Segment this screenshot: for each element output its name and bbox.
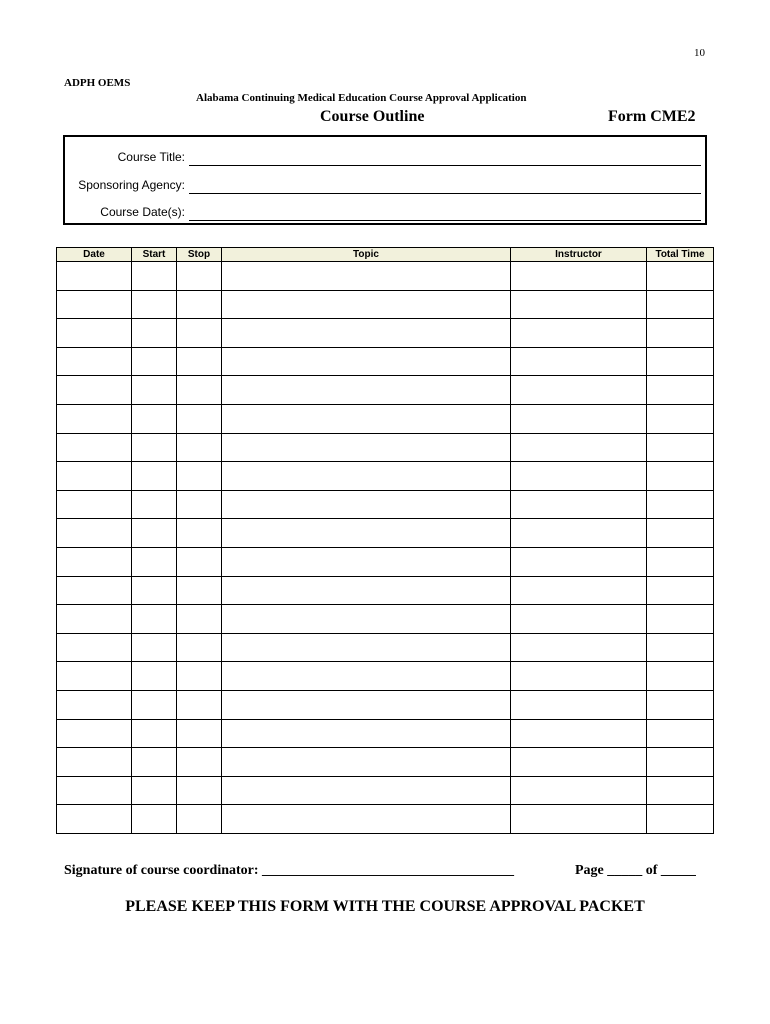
cell-topic[interactable]: [222, 404, 511, 433]
cell-total-time[interactable]: [647, 262, 714, 291]
cell-stop[interactable]: [177, 433, 222, 462]
cell-start[interactable]: [132, 519, 177, 548]
cell-stop[interactable]: [177, 404, 222, 433]
column-header-total-time: Total Time: [647, 248, 714, 262]
table-row: [57, 404, 714, 433]
cell-date[interactable]: [57, 547, 132, 576]
cell-date[interactable]: [57, 748, 132, 777]
cell-stop[interactable]: [177, 490, 222, 519]
cell-date[interactable]: [57, 347, 132, 376]
cell-total-time[interactable]: [647, 547, 714, 576]
cell-instructor[interactable]: [511, 404, 647, 433]
cell-stop[interactable]: [177, 748, 222, 777]
cell-stop[interactable]: [177, 805, 222, 834]
cell-instructor[interactable]: [511, 433, 647, 462]
cell-total-time[interactable]: [647, 719, 714, 748]
table-row: [57, 262, 714, 291]
cell-total-time[interactable]: [647, 404, 714, 433]
cell-date[interactable]: [57, 633, 132, 662]
table-row: [57, 690, 714, 719]
cell-stop[interactable]: [177, 262, 222, 291]
cell-instructor[interactable]: [511, 605, 647, 634]
course-title-label: Course Title:: [117, 150, 185, 164]
cell-topic[interactable]: [222, 633, 511, 662]
cell-date[interactable]: [57, 719, 132, 748]
cell-total-time[interactable]: [647, 576, 714, 605]
cell-stop[interactable]: [177, 576, 222, 605]
table-row: [57, 376, 714, 405]
cell-topic[interactable]: [222, 433, 511, 462]
cell-total-time[interactable]: [647, 748, 714, 777]
cell-stop[interactable]: [177, 290, 222, 319]
cell-stop[interactable]: [177, 347, 222, 376]
cell-total-time[interactable]: [647, 433, 714, 462]
cell-date[interactable]: [57, 690, 132, 719]
cell-instructor[interactable]: [511, 547, 647, 576]
cell-date[interactable]: [57, 290, 132, 319]
cell-total-time[interactable]: [647, 633, 714, 662]
cell-topic[interactable]: [222, 605, 511, 634]
cell-topic[interactable]: [222, 490, 511, 519]
cell-topic[interactable]: [222, 805, 511, 834]
table-row: [57, 347, 714, 376]
form-id: Form CME2: [608, 108, 696, 125]
cell-instructor[interactable]: [511, 633, 647, 662]
cell-total-time[interactable]: [647, 490, 714, 519]
cell-topic[interactable]: [222, 719, 511, 748]
cell-instructor[interactable]: [511, 347, 647, 376]
form-subtitle: Alabama Continuing Medical Education Course Approval Application: [196, 92, 527, 104]
page-number: 10: [694, 47, 705, 59]
cell-total-time[interactable]: [647, 519, 714, 548]
cell-topic[interactable]: [222, 262, 511, 291]
cell-start[interactable]: [132, 462, 177, 491]
table-body: [57, 262, 714, 834]
column-header-topic: Topic: [222, 248, 511, 262]
page-count-line[interactable]: Page _____ of _____: [575, 863, 696, 878]
cell-start[interactable]: [132, 404, 177, 433]
table-row: [57, 662, 714, 691]
cell-topic[interactable]: [222, 290, 511, 319]
table-row: [57, 319, 714, 348]
course-dates-field[interactable]: [189, 220, 701, 221]
cell-instructor[interactable]: [511, 290, 647, 319]
sponsoring-agency-field[interactable]: [189, 193, 701, 194]
cell-stop[interactable]: [177, 605, 222, 634]
cell-topic[interactable]: [222, 347, 511, 376]
cell-date[interactable]: [57, 490, 132, 519]
cell-instructor[interactable]: [511, 719, 647, 748]
cell-topic[interactable]: [222, 519, 511, 548]
table-row: [57, 462, 714, 491]
cell-instructor[interactable]: [511, 576, 647, 605]
cell-topic[interactable]: [222, 690, 511, 719]
table-row: [57, 633, 714, 662]
cell-start[interactable]: [132, 805, 177, 834]
cell-total-time[interactable]: [647, 805, 714, 834]
cell-instructor[interactable]: [511, 262, 647, 291]
cell-start[interactable]: [132, 605, 177, 634]
cell-instructor[interactable]: [511, 462, 647, 491]
cell-start[interactable]: [132, 776, 177, 805]
table-row: [57, 519, 714, 548]
cell-total-time[interactable]: [647, 690, 714, 719]
cell-start[interactable]: [132, 262, 177, 291]
cell-stop[interactable]: [177, 719, 222, 748]
cell-stop[interactable]: [177, 776, 222, 805]
cell-stop[interactable]: [177, 376, 222, 405]
cell-start[interactable]: [132, 576, 177, 605]
agency-label: ADPH OEMS: [64, 77, 131, 89]
cell-total-time[interactable]: [647, 776, 714, 805]
cell-topic[interactable]: [222, 462, 511, 491]
table-header-row: [57, 248, 714, 262]
cell-total-time[interactable]: [647, 347, 714, 376]
cell-date[interactable]: [57, 605, 132, 634]
cell-date[interactable]: [57, 462, 132, 491]
sponsoring-agency-label: Sponsoring Agency:: [78, 178, 185, 192]
course-schedule-table: [56, 247, 714, 834]
cell-total-time[interactable]: [647, 319, 714, 348]
cell-topic[interactable]: [222, 319, 511, 348]
cell-start[interactable]: [132, 748, 177, 777]
cell-start[interactable]: [132, 547, 177, 576]
cell-total-time[interactable]: [647, 290, 714, 319]
cell-topic[interactable]: [222, 748, 511, 777]
cell-instructor[interactable]: [511, 519, 647, 548]
cell-instructor[interactable]: [511, 376, 647, 405]
cell-stop[interactable]: [177, 633, 222, 662]
course-title-field[interactable]: [189, 165, 701, 166]
cell-stop[interactable]: [177, 547, 222, 576]
cell-start[interactable]: [132, 719, 177, 748]
table-row: [57, 605, 714, 634]
cell-total-time[interactable]: [647, 605, 714, 634]
cell-start[interactable]: [132, 290, 177, 319]
cell-date[interactable]: [57, 404, 132, 433]
cell-date[interactable]: [57, 805, 132, 834]
table-row: [57, 490, 714, 519]
course-title-row: [65, 148, 705, 166]
cell-stop[interactable]: [177, 519, 222, 548]
cell-instructor[interactable]: [511, 690, 647, 719]
signature-line[interactable]: Signature of course coordinator: ____________________________________: [64, 863, 515, 878]
sponsoring-agency-row: [65, 176, 705, 194]
cell-instructor[interactable]: [511, 319, 647, 348]
column-header-instructor: Instructor: [511, 248, 647, 262]
cell-date[interactable]: [57, 262, 132, 291]
cell-start[interactable]: [132, 376, 177, 405]
column-header-start: Start: [132, 248, 177, 262]
cell-date[interactable]: [57, 662, 132, 691]
cell-topic[interactable]: [222, 776, 511, 805]
cell-topic[interactable]: [222, 547, 511, 576]
cell-date[interactable]: [57, 433, 132, 462]
cell-topic[interactable]: [222, 576, 511, 605]
cell-instructor[interactable]: [511, 748, 647, 777]
table-row: [57, 805, 714, 834]
cell-instructor[interactable]: [511, 805, 647, 834]
cell-start[interactable]: [132, 690, 177, 719]
cell-start[interactable]: [132, 433, 177, 462]
cell-stop[interactable]: [177, 662, 222, 691]
cell-instructor[interactable]: [511, 490, 647, 519]
column-header-stop: Stop: [177, 248, 222, 262]
cell-date[interactable]: [57, 576, 132, 605]
cell-topic[interactable]: [222, 376, 511, 405]
course-info-box: [63, 135, 707, 225]
cell-date[interactable]: [57, 776, 132, 805]
cell-topic[interactable]: [222, 662, 511, 691]
table-row: [57, 547, 714, 576]
cell-start[interactable]: [132, 490, 177, 519]
cell-instructor[interactable]: [511, 776, 647, 805]
cell-total-time[interactable]: [647, 462, 714, 491]
cell-stop[interactable]: [177, 690, 222, 719]
table-row: [57, 776, 714, 805]
table-row: [57, 433, 714, 462]
table-row: [57, 748, 714, 777]
table-row: [57, 290, 714, 319]
cell-total-time[interactable]: [647, 662, 714, 691]
cell-instructor[interactable]: [511, 662, 647, 691]
cell-stop[interactable]: [177, 462, 222, 491]
cell-date[interactable]: [57, 319, 132, 348]
column-header-date: Date: [57, 248, 132, 262]
cell-total-time[interactable]: [647, 376, 714, 405]
page-title: Course Outline: [320, 108, 425, 125]
course-dates-label: Course Date(s):: [100, 205, 185, 219]
course-dates-row: [65, 203, 705, 221]
keep-form-notice: PLEASE KEEP THIS FORM WITH THE COURSE APPROVAL PACKET: [125, 898, 645, 915]
cell-date[interactable]: [57, 376, 132, 405]
cell-stop[interactable]: [177, 319, 222, 348]
table-row: [57, 719, 714, 748]
cell-start[interactable]: [132, 633, 177, 662]
table-row: [57, 576, 714, 605]
cell-date[interactable]: [57, 519, 132, 548]
cell-start[interactable]: [132, 662, 177, 691]
cell-start[interactable]: [132, 319, 177, 348]
cell-start[interactable]: [132, 347, 177, 376]
